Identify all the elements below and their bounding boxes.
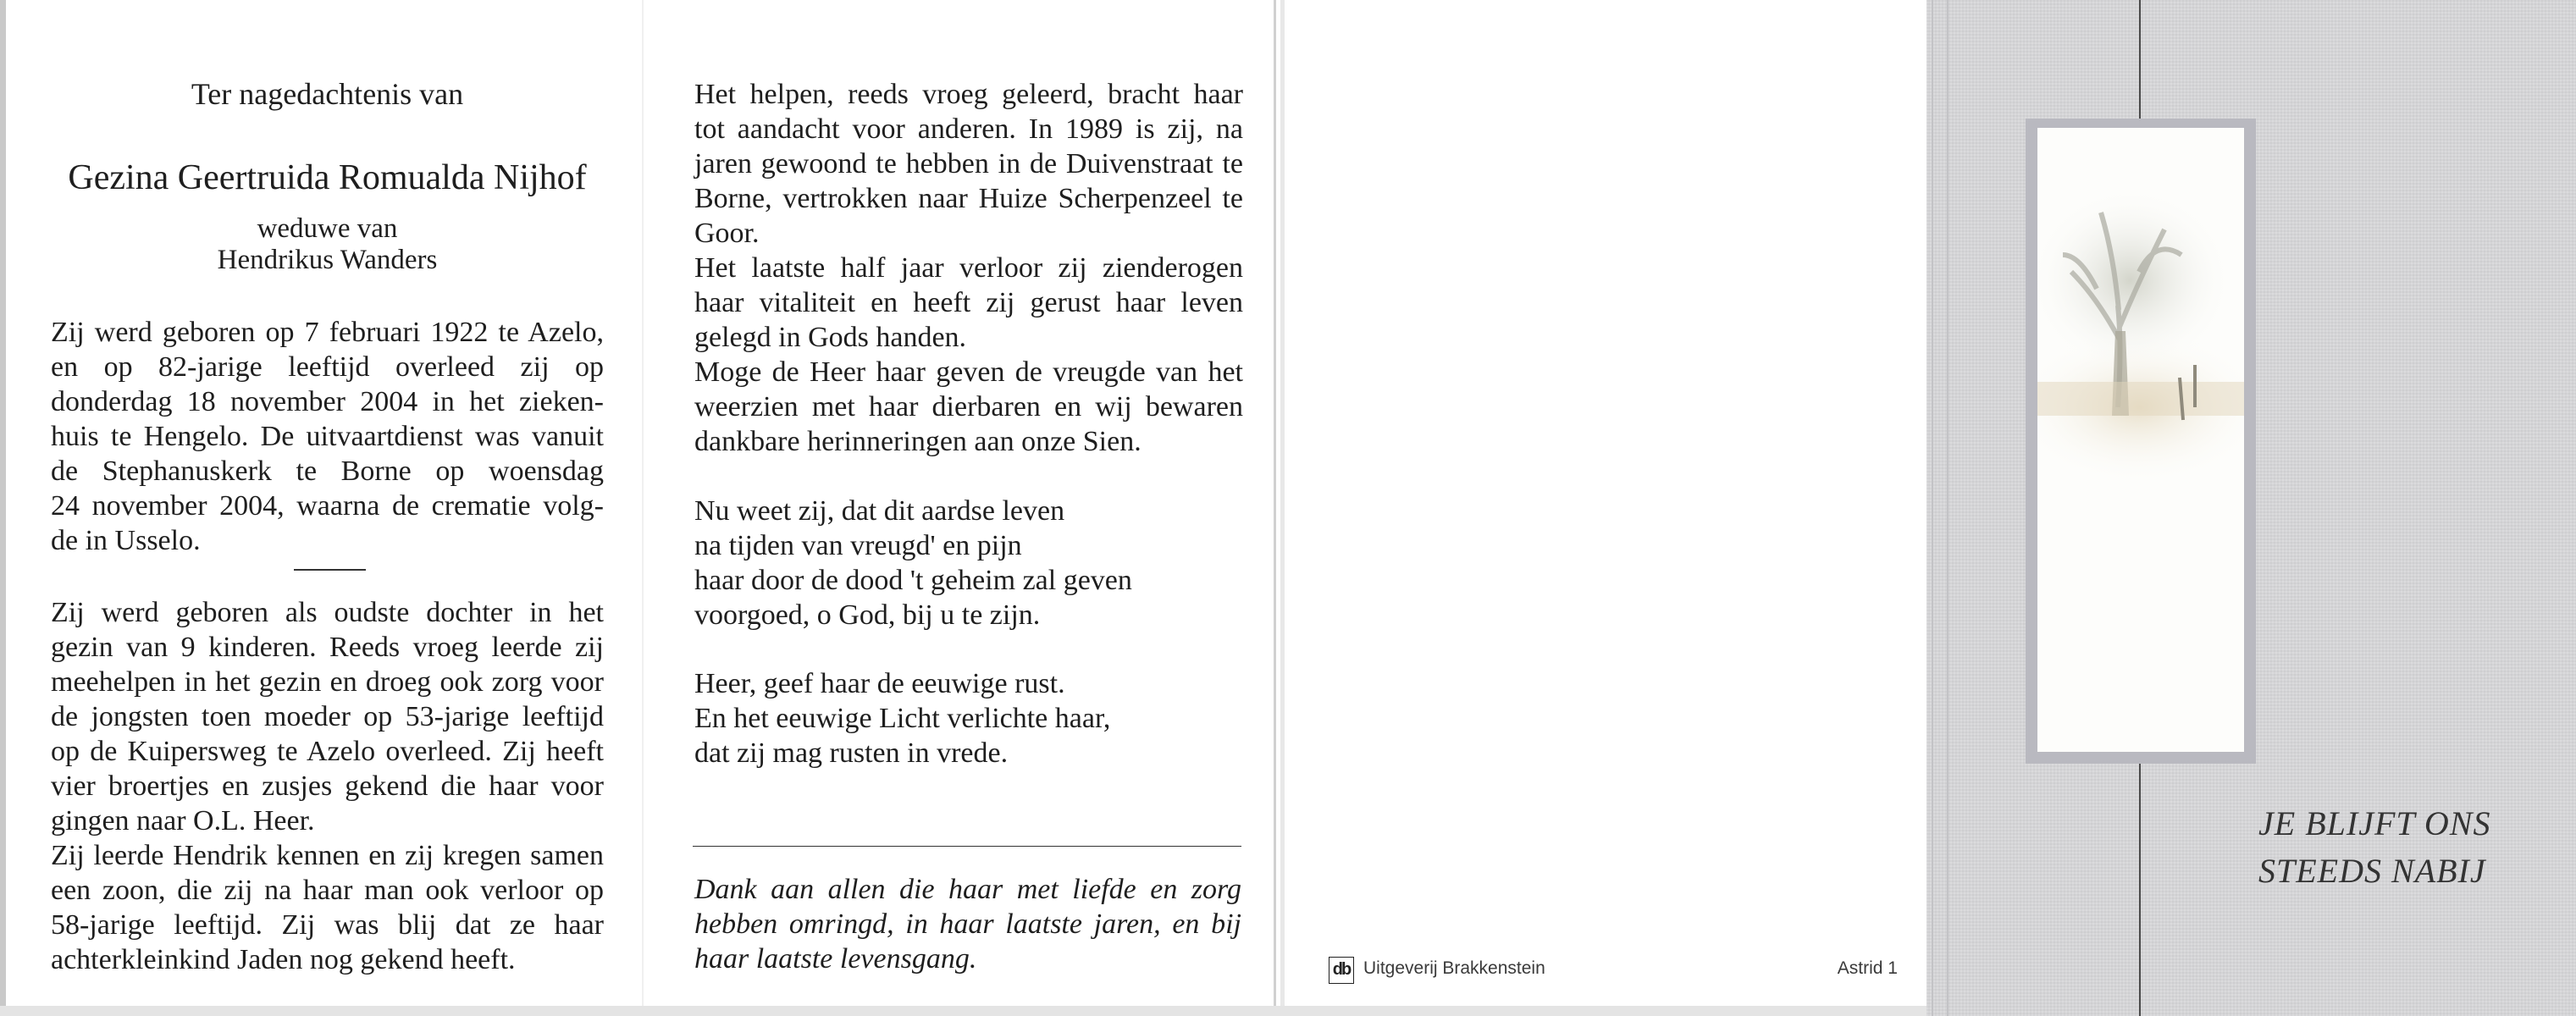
- text-line: na tijden van vreugd' en pijn: [694, 530, 1022, 561]
- text-line: Zij werd geboren als oudste dochter in het: [51, 597, 604, 628]
- front-cover: [1926, 0, 2576, 1016]
- text-line: voorgoed, o God, bij u te zijn.: [694, 599, 1041, 631]
- series-label: Astrid 1: [1837, 958, 1898, 978]
- text-line: huis te Hengelo. De uitvaartdienst was vanuit: [51, 421, 604, 452]
- text-line: de in Usselo.: [51, 525, 201, 556]
- fold-line: [642, 0, 644, 1006]
- text-line: weerzien met haar dierbaren en wij bewaren: [694, 391, 1243, 422]
- page-edge: [0, 0, 6, 1016]
- section-divider: [693, 846, 1241, 847]
- section-divider: [294, 569, 366, 571]
- text-line: haar vitaliteit en heeft zij gerust haar leven: [694, 287, 1243, 318]
- text-line: de Stephanuskerk te Borne op woensdag: [51, 456, 604, 487]
- text-line: achterkleinkind Jaden nog gekend heeft.: [51, 944, 516, 975]
- deceased-name: Gezina Geertruida Romualda Nijhof: [68, 158, 587, 197]
- text-line: Heer, geef haar de eeuwige rust.: [694, 668, 1065, 699]
- panel-edge: [1274, 0, 1276, 1008]
- text-line: een zoon, die zij na haar man ook verloor op: [51, 875, 604, 906]
- relation-label: weduwe van: [257, 213, 398, 244]
- text-line: Het laatste half jaar verloor zij zienderogen: [694, 252, 1243, 284]
- logo-text: db: [1332, 960, 1351, 979]
- publisher-logo: [1329, 957, 1354, 984]
- biography-paragraph: [694, 355, 1243, 459]
- text-line: en op 82-jarige leeftijd overleed zij op: [51, 351, 604, 383]
- biography-paragraph: [694, 251, 1243, 355]
- cover-title-line: STEEDS NABIJ: [2258, 852, 2486, 890]
- text-line: 58-jarige leeftijd. Zij was blij dat ze haar: [51, 909, 604, 941]
- text-line: op de Kuipersweg te Azelo overleed. Zij heeft: [51, 736, 604, 767]
- biography-paragraph: [694, 77, 1243, 251]
- biography-paragraph: [51, 838, 604, 977]
- text-line: de jongsten toen moeder op 53-jarige leeftijd: [51, 701, 604, 732]
- text-line: gelegd in Gods handen.: [694, 322, 967, 353]
- text-line: gingen naar O.L. Heer.: [51, 805, 315, 837]
- text-line: jaren gewoond te hebben in de Duivenstraat te: [694, 148, 1243, 179]
- text-line: hebben omringd, in haar laatste jaren, en bij: [694, 908, 1241, 940]
- prayer: [694, 666, 1243, 770]
- publisher-name: Uitgeverij Brakkenstein: [1363, 958, 1545, 978]
- spine-line: [1947, 0, 1949, 1016]
- illustration-frame: [2026, 119, 2256, 764]
- memorial-heading: Ter nagedachtenis van: [191, 77, 464, 111]
- tree-illustration: [2037, 128, 2244, 752]
- text-line: Zij werd geboren op 7 februari 1922 te Azelo,: [51, 317, 604, 348]
- text-line: haar laatste levensgang.: [694, 943, 977, 975]
- spouse-name: Hendrikus Wanders: [217, 245, 438, 275]
- panel-edge: [1280, 0, 1285, 1008]
- text-line: Nu weet zij, dat dit aardse leven: [694, 495, 1065, 527]
- text-line: haar door de dood 't geheim zal geven: [694, 565, 1132, 596]
- tree-landscape-icon: [2037, 128, 2244, 752]
- text-line: Borne, vertrokken naar Huize Scherpenzeel te: [694, 183, 1243, 214]
- text-line: dat zij mag rusten in vrede.: [694, 737, 1009, 769]
- text-line: vier broertjes en zusjes gekend die haar voor: [51, 770, 604, 802]
- text-line: 24 november 2004, waarna de crematie volg-: [51, 490, 604, 522]
- biography-paragraph: [51, 315, 604, 558]
- text-line: Goor.: [694, 218, 760, 249]
- text-line: meehelpen in het gezin en droeg ook zorg voor: [51, 666, 604, 698]
- text-line: tot aandacht voor anderen. In 1989 is zij, na: [694, 113, 1243, 145]
- text-line: dankbare herinneringen aan onze Sien.: [694, 426, 1142, 457]
- text-line: donderdag 18 november 2004 in het zieken-: [51, 386, 604, 417]
- text-line: Zij leerde Hendrik kennen en zij kregen samen: [51, 840, 604, 871]
- spine-line: [1932, 0, 1933, 1016]
- text-line: Dank aan allen die haar met liefde en zorg: [694, 874, 1241, 905]
- poem: [694, 494, 1243, 632]
- text-line: Moge de Heer haar geven de vreugde van het: [694, 356, 1243, 388]
- text-line: Het helpen, reeds vroeg geleerd, bracht haar: [694, 79, 1243, 110]
- cover-title: [2258, 800, 2490, 895]
- cover-title-line: JE BLIJFT ONS: [2258, 804, 2491, 842]
- bottom-edge: [0, 1006, 1926, 1016]
- biography-paragraph: [51, 595, 604, 838]
- thanks-note: [694, 872, 1241, 976]
- text-line: En het eeuwige Licht verlichte haar,: [694, 703, 1111, 734]
- text-line: gezin van 9 kinderen. Reeds vroeg leerde zij: [51, 632, 604, 663]
